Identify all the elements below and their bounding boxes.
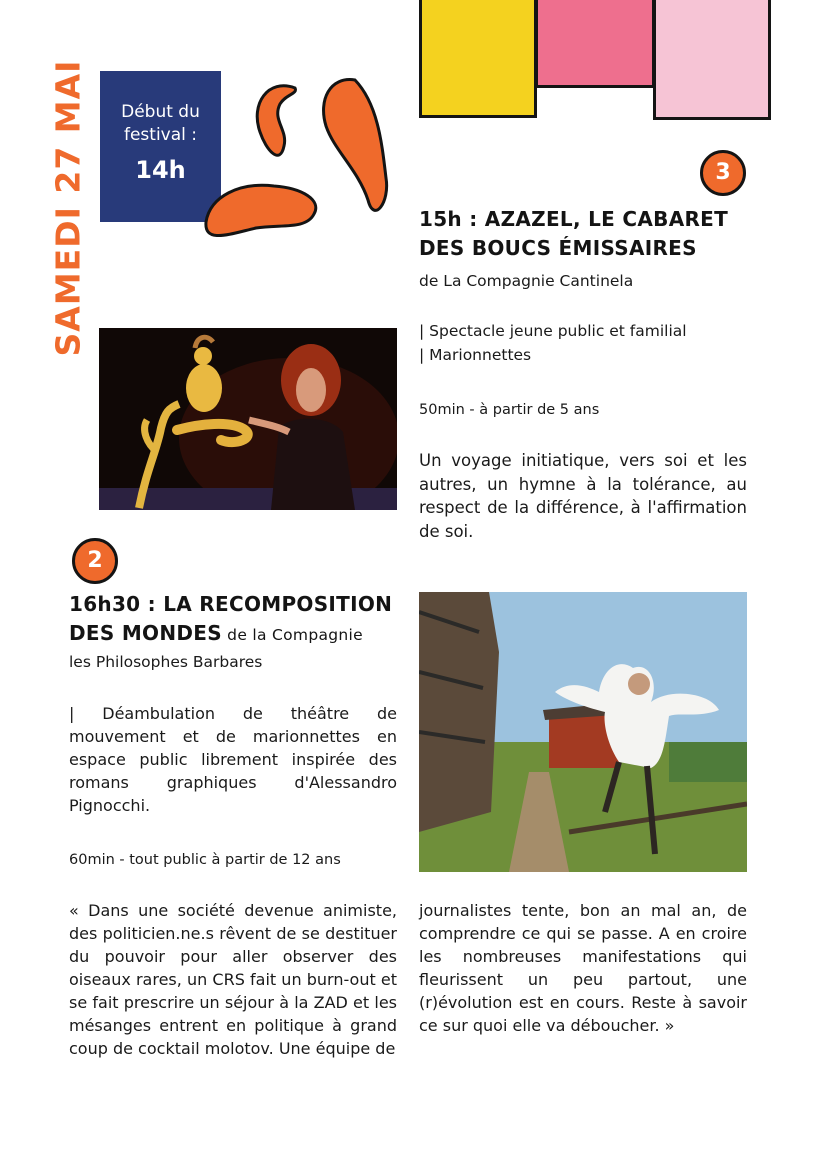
event-company: de La Compagnie Cantinela — [419, 272, 634, 290]
outdoor-performer-photo — [419, 592, 747, 872]
event-number: 3 — [715, 160, 731, 185]
event-title-line1: 16h30 : LA RECOMPOSITION — [69, 592, 393, 616]
decor-yellow-square — [419, 0, 537, 118]
event-tag: | Spectacle jeune public et familial — [419, 322, 687, 340]
decor-rose-square — [535, 0, 655, 88]
event-title — [419, 205, 799, 263]
event-number: 2 — [87, 548, 103, 573]
event-title-line1: 15h : AZAZEL, LE CABARET — [419, 207, 729, 231]
event-duration: 60min - tout public à partir de 12 ans — [69, 852, 341, 868]
event-title — [69, 590, 409, 648]
event-title-line2: DES MONDES — [69, 621, 222, 645]
start-time: 14h — [135, 156, 186, 184]
decor-pink-square — [653, 0, 771, 120]
puppet-show-photo — [99, 328, 397, 510]
event-tag: | Marionnettes — [419, 346, 532, 364]
event-number-badge — [72, 538, 118, 584]
event-duration: 50min - à partir de 5 ans — [419, 402, 600, 418]
event-quote-column-1: « Dans une société devenue animiste, des politicien.ne.s rêvent de se destituer du pouvoir pour aller observer des oiseaux rares, un CRS fait un burn-out et se fait prescrire un séjour à la ZAD et les mésanges entrent en politique à grand coup de cocktail molotov. Une équipe de — [69, 901, 397, 1058]
date-vertical — [38, 59, 98, 357]
start-label-line2: festival : — [123, 125, 198, 145]
date-text: SAMEDI 27 MAI — [48, 59, 88, 357]
event-description: Un voyage initiatique, vers soi et les autres, un hymne à la tolérance, au respect de la différence, à l'affirmation de soi. — [419, 451, 747, 541]
event-company: de la Compagnie — [221, 626, 363, 644]
event-title-line2: DES BOUCS ÉMISSAIRES — [419, 236, 697, 260]
event-summary: | Déambulation de théâtre de mouvement et de marionnettes en espace public librement inspirée des romans graphiques d'Alessandro Pignocchi. — [69, 704, 397, 815]
event-number-badge — [700, 150, 746, 196]
event-company-line2: les Philosophes Barbares — [69, 653, 263, 671]
decor-orange-blobs-icon — [200, 74, 400, 244]
start-label-line1: Début du — [121, 102, 200, 122]
event-quote-column-2: journalistes tente, bon an mal an, de comprendre ce qui se passe. A en croire les nombreuses manifestations qui fleurissent un peu partout, une (r)évolution est en cours. Reste à savoir ce sur quoi elle va déboucher. » — [419, 901, 747, 1035]
